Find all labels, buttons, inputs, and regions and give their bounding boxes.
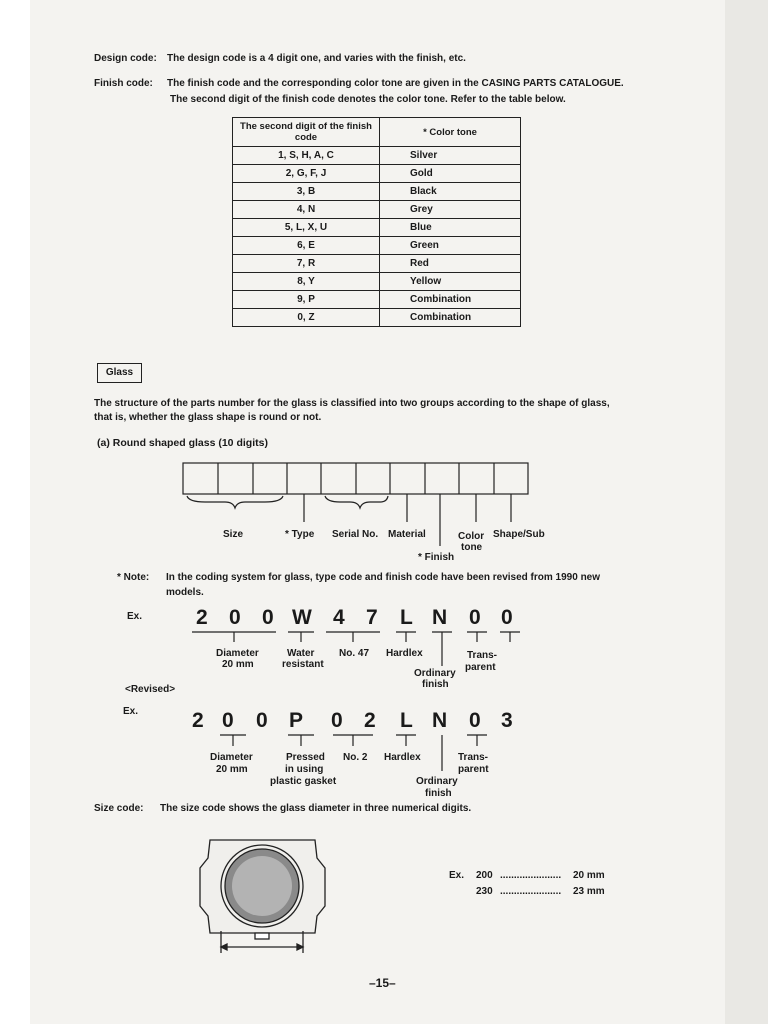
design-code-label: Design code: bbox=[94, 53, 157, 64]
size-example1-dots: ...................... bbox=[500, 870, 562, 881]
size-example2-dots: ...................... bbox=[500, 886, 562, 897]
table-cell-tone: Black bbox=[380, 183, 521, 201]
glass-intro-line2: that is, whether the glass shape is round or not. bbox=[94, 412, 322, 423]
example2-label: Ex. bbox=[123, 706, 139, 717]
size-brace bbox=[187, 496, 283, 508]
size-example-label: Ex. bbox=[449, 870, 465, 881]
diagram-label-tone: tone bbox=[461, 542, 483, 553]
ex2-finish: finish bbox=[425, 788, 452, 799]
table-cell-digit: 5, L, X, U bbox=[233, 219, 380, 237]
watch-crown bbox=[255, 933, 269, 939]
ex1-resistant: resistant bbox=[282, 659, 324, 670]
table-cell-tone: Green bbox=[380, 237, 521, 255]
size-example1-code: 200 bbox=[476, 870, 493, 881]
table-row bbox=[233, 147, 521, 165]
ex1-number: No. 47 bbox=[339, 648, 370, 659]
size-code-label: Size code: bbox=[94, 803, 144, 814]
example1-char: 0 bbox=[229, 606, 241, 629]
table-cell-tone: Red bbox=[380, 255, 521, 273]
table-cell-digit: 3, B bbox=[233, 183, 380, 201]
table-row bbox=[233, 309, 521, 327]
table-row bbox=[233, 291, 521, 309]
example1-char: 0 bbox=[469, 606, 481, 629]
example2-char: 0 bbox=[331, 709, 343, 732]
ex1-parent: parent bbox=[465, 662, 496, 673]
table-cell-tone: Blue bbox=[380, 219, 521, 237]
design-code-text: The design code is a 4 digit one, and varies with the finish, etc. bbox=[167, 53, 466, 64]
table-cell-digit: 0, Z bbox=[233, 309, 380, 327]
dimension-arrow-right bbox=[297, 944, 303, 950]
example2-char: N bbox=[432, 709, 448, 732]
page-number: –15– bbox=[369, 976, 396, 990]
example1-char: 0 bbox=[501, 606, 513, 629]
table-cell-digit: 9, P bbox=[233, 291, 380, 309]
ex1-diameter: Diameter bbox=[216, 648, 259, 659]
example1-char: N bbox=[432, 606, 448, 629]
round-glass-heading: (a) Round shaped glass (10 digits) bbox=[97, 437, 268, 449]
watch-glass-illustration bbox=[195, 828, 340, 958]
diagram-label-size: Size bbox=[223, 529, 244, 540]
ex2-gasket: plastic gasket bbox=[270, 776, 337, 787]
table-header-row bbox=[233, 118, 521, 147]
finish-code-label: Finish code: bbox=[94, 78, 153, 89]
example1-char: 4 bbox=[333, 606, 345, 629]
diagram-label-type: * Type bbox=[285, 529, 315, 540]
ex1-hardlex: Hardlex bbox=[386, 648, 423, 659]
table-row bbox=[233, 201, 521, 219]
example2-char: 0 bbox=[222, 709, 234, 732]
size-code-text: The size code shows the glass diameter in three numerical digits. bbox=[160, 803, 472, 814]
table-row bbox=[233, 165, 521, 183]
ex2-parent: parent bbox=[458, 764, 489, 775]
example1-label: Ex. bbox=[127, 611, 143, 622]
size-example1-value: 20 mm bbox=[573, 870, 605, 881]
table-cell-tone: Grey bbox=[380, 201, 521, 219]
revised-label: <Revised> bbox=[125, 684, 176, 695]
size-example2-value: 23 mm bbox=[573, 886, 605, 897]
note-line1: In the coding system for glass, type code and finish code have been revised from 1990 new bbox=[166, 572, 601, 583]
example2-char: 0 bbox=[256, 709, 268, 732]
diagram-label-shape: Shape/Sub bbox=[493, 529, 545, 540]
glass-intro-line1: The structure of the parts number for the glass is classified into two groups according to the shape of glass, bbox=[94, 398, 610, 409]
page-edge bbox=[725, 0, 768, 1024]
ex2-hardlex: Hardlex bbox=[384, 752, 421, 763]
table-cell-digit: 2, G, F, J bbox=[233, 165, 380, 183]
table-cell-tone: Yellow bbox=[380, 273, 521, 291]
example2-char: L bbox=[400, 709, 413, 732]
table-cell-tone: Silver bbox=[380, 147, 521, 165]
note-label: * Note: bbox=[117, 572, 150, 583]
ex1-trans: Trans- bbox=[467, 650, 498, 661]
example1-char: 0 bbox=[262, 606, 274, 629]
ex2-in-using: in using bbox=[285, 764, 324, 775]
note-line2: models. bbox=[166, 587, 204, 598]
ex1-water: Water bbox=[287, 648, 315, 659]
table-header-tone: * Color tone bbox=[380, 118, 521, 147]
ex2-trans: Trans- bbox=[458, 752, 489, 763]
table-row bbox=[233, 237, 521, 255]
example2-char: P bbox=[289, 709, 304, 732]
example2-char: 3 bbox=[501, 709, 513, 732]
ex2-ordinary: Ordinary bbox=[416, 776, 458, 787]
diagram-label-finish: * Finish bbox=[418, 552, 455, 563]
color-tone-table bbox=[232, 117, 521, 327]
table-cell-digit: 8, Y bbox=[233, 273, 380, 291]
ex1-ordinary: Ordinary bbox=[414, 668, 456, 679]
table-cell-tone: Combination bbox=[380, 291, 521, 309]
finish-code-line2: The second digit of the finish code denotes the color tone. Refer to the table below. bbox=[170, 94, 566, 105]
ex1-finish: finish bbox=[422, 679, 449, 690]
example2-char: 2 bbox=[364, 709, 376, 732]
ex2-diameter-val: 20 mm bbox=[216, 764, 248, 775]
diagram-label-serial: Serial No. bbox=[332, 529, 379, 540]
ex2-number: No. 2 bbox=[343, 752, 368, 763]
table-cell-digit: 6, E bbox=[233, 237, 380, 255]
table-cell-tone: Combination bbox=[380, 309, 521, 327]
table-header-digit: The second digit of the finish code bbox=[233, 118, 380, 147]
glass-heading: Glass bbox=[97, 363, 142, 383]
diagram-label-material: Material bbox=[388, 529, 426, 540]
table-cell-tone: Gold bbox=[380, 165, 521, 183]
table-row bbox=[233, 273, 521, 291]
ex2-diameter: Diameter bbox=[210, 752, 253, 763]
table-cell-digit: 7, R bbox=[233, 255, 380, 273]
table-row bbox=[233, 183, 521, 201]
size-example2-code: 230 bbox=[476, 886, 493, 897]
table-row bbox=[233, 219, 521, 237]
example1-char: L bbox=[400, 606, 413, 629]
ex2-pressed: Pressed bbox=[286, 752, 325, 763]
example2-char: 0 bbox=[469, 709, 481, 732]
dimension-arrow-left bbox=[221, 944, 227, 950]
serial-brace bbox=[325, 496, 388, 508]
example1-char: 2 bbox=[196, 606, 208, 629]
example1-char: W bbox=[292, 606, 312, 629]
diagram-label-color: Color bbox=[458, 531, 485, 542]
example1-char: 7 bbox=[366, 606, 378, 629]
watch-glass-highlight bbox=[232, 856, 292, 916]
finish-code-line1: The finish code and the corresponding color tone are given in the CASING PARTS CATALOGUE. bbox=[167, 78, 624, 89]
example2-char: 2 bbox=[192, 709, 204, 732]
table-row bbox=[233, 255, 521, 273]
table-cell-digit: 1, S, H, A, C bbox=[233, 147, 380, 165]
table-cell-digit: 4, N bbox=[233, 201, 380, 219]
ex1-diameter-val: 20 mm bbox=[222, 659, 254, 670]
